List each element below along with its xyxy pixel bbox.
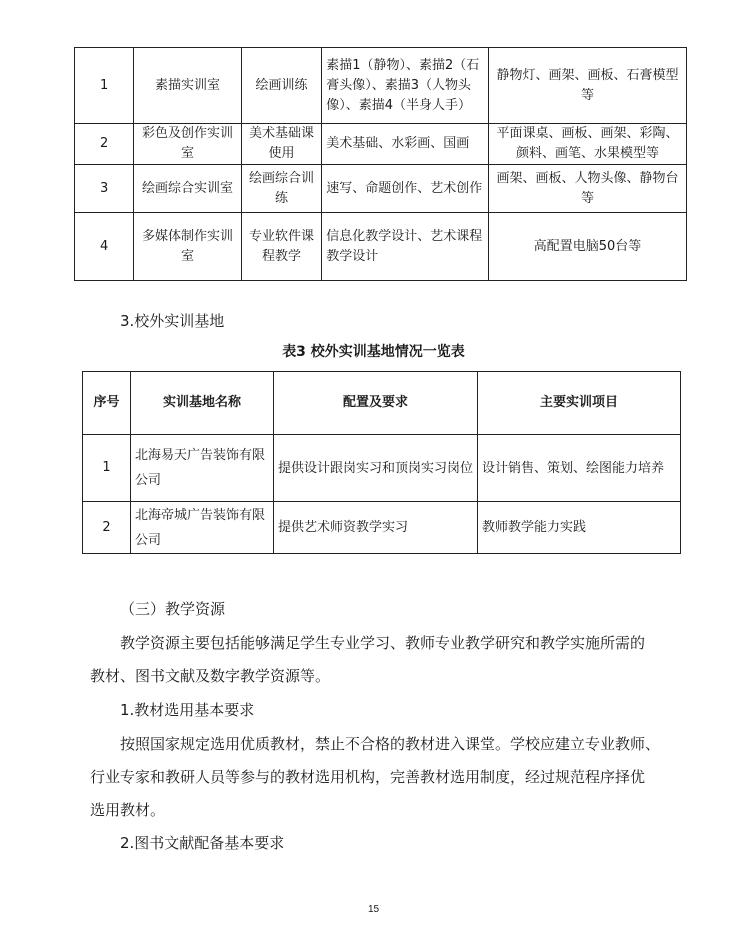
table-cell-equipment: 平面课桌、画板、画架、彩陶、颜料、画笔、水果模型等: [488, 124, 686, 165]
table-cell-project: 设计销售、策划、绘图能力培养: [478, 435, 681, 502]
table-cell-no: 3: [75, 165, 134, 213]
table-cell-no: 2: [83, 502, 131, 554]
table-cell-purpose: 绘画综合训练: [241, 165, 322, 213]
column-header-config: 配置及要求: [274, 372, 478, 435]
column-header-name: 实训基地名称: [131, 372, 274, 435]
table-cell-config: 提供艺术师资教学实习: [274, 502, 478, 554]
paragraph-line: 行业专家和教研人员等参与的教材选用机构，完善教材选用制度，经过规范程序择优: [90, 768, 646, 786]
table-cell-name: 北海易天广告装饰有限公司: [131, 435, 274, 502]
table-cell-content: 素描1（静物）、素描2（石膏头像）、素描3（人物头像）、素描4（半身人手）: [322, 48, 489, 124]
table-cell-name: 多媒体制作实训室: [134, 213, 241, 281]
table-cell-content: 信息化教学设计、艺术课程教学设计: [322, 213, 489, 281]
offcampus-bases-table: [82, 371, 681, 554]
section-title: （三）教学资源: [120, 600, 226, 618]
paragraph-line: 按照国家规定选用优质教材，禁止不合格的教材进入课堂。学校应建立专业教师、: [120, 735, 661, 753]
table-cell-no: 1: [83, 435, 131, 502]
column-header-no: 序号: [83, 372, 131, 435]
table-cell-no: 1: [75, 48, 134, 124]
table-cell-name: 素描实训室: [134, 48, 241, 124]
table-caption: 表3 校外实训基地情况一览表: [282, 344, 465, 360]
page-number: 15: [367, 904, 380, 915]
subsection-title: 1.教材选用基本要求: [120, 701, 255, 719]
table-cell-content: 速写、命题创作、艺术创作: [322, 165, 489, 213]
table-cell-no: 4: [75, 213, 134, 281]
table-cell-equipment: 高配置电脑50台等: [488, 213, 686, 281]
table-cell-name: 绘画综合实训室: [134, 165, 241, 213]
table-row: [83, 435, 681, 502]
column-header-project: 主要实训项目: [478, 372, 681, 435]
table-cell-name: 彩色及创作实训室: [134, 124, 241, 165]
table-cell-content: 美术基础、水彩画、国画: [322, 124, 489, 165]
paragraph-line: 教材、图书文献及数字教学资源等。: [90, 667, 331, 685]
table-cell-purpose: 专业软件课程教学: [241, 213, 322, 281]
paragraph-line: 选用教材。: [90, 801, 166, 819]
table-cell-purpose: 美术基础课使用: [241, 124, 322, 165]
paragraph-line: 教学资源主要包括能够满足学生专业学习、教师专业教学研究和教学实施所需的: [120, 634, 646, 652]
table-cell-equipment: 画架、画板、人物头像、静物台等: [488, 165, 686, 213]
table-cell-equipment: 静物灯、画架、画板、石膏模型等: [488, 48, 686, 124]
training-rooms-table: [74, 47, 687, 281]
table-cell-no: 2: [75, 124, 134, 165]
table-cell-purpose: 绘画训练: [241, 48, 322, 124]
section-offcampus-heading: 3.校外实训基地: [120, 312, 225, 330]
table-row: [83, 502, 681, 554]
subsection-title: 2.图书文献配备基本要求: [120, 834, 285, 852]
table-cell-config: 提供设计跟岗实习和顶岗实习岗位: [274, 435, 478, 502]
table-row: [75, 165, 687, 213]
table-row: [75, 213, 687, 281]
table-cell-project: 教师教学能力实践: [478, 502, 681, 554]
table-header-row: [83, 372, 681, 435]
table-row: [75, 48, 687, 124]
table-cell-name: 北海帝城广告装饰有限公司: [131, 502, 274, 554]
table-row: [75, 124, 687, 165]
